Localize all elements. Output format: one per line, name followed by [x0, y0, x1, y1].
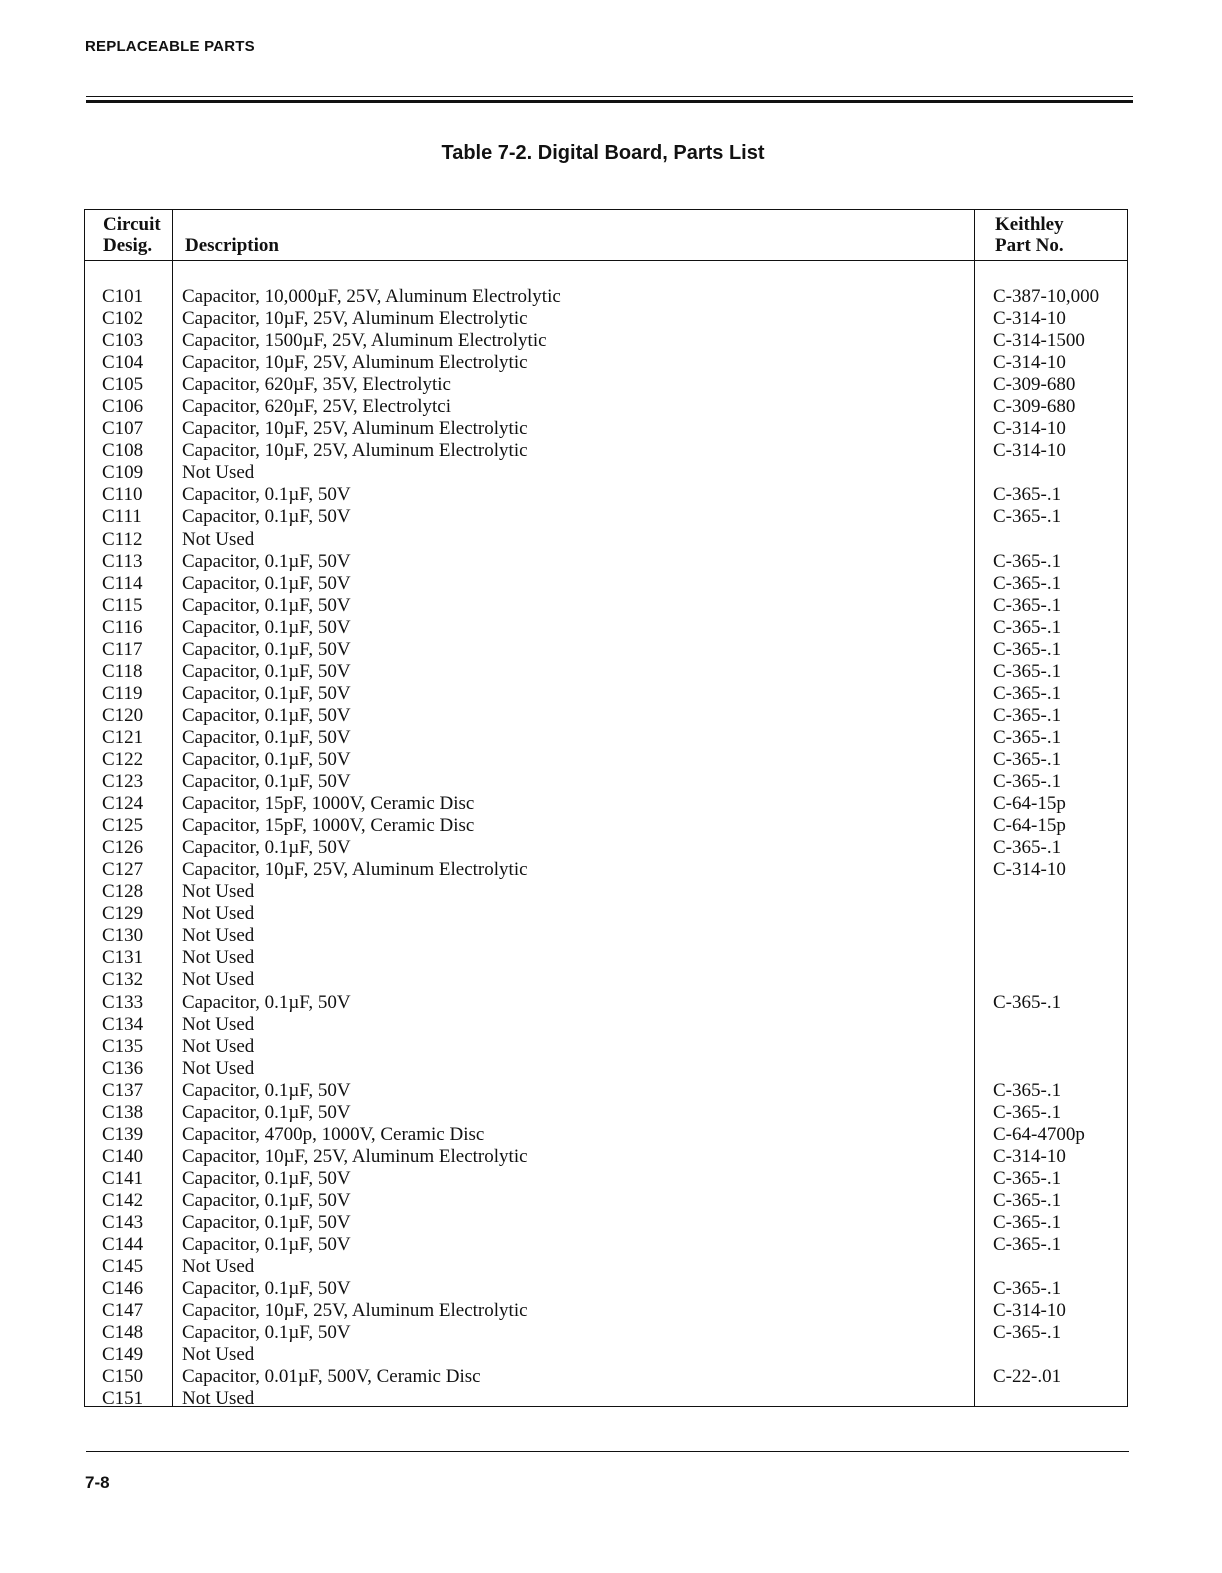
desig-cell: C140 [102, 1145, 144, 1167]
description-cell: Capacitor, 10,000µF, 25V, Aluminum Electrolytic [182, 286, 561, 307]
column-header-desig-line1: Circuit [103, 214, 161, 235]
table-row [85, 881, 1127, 903]
desig-cell: C113 [102, 550, 143, 572]
description-cell: Capacitor, 10µF, 25V, Aluminum Electrolytic [182, 418, 528, 440]
description-cell: Capacitor, 0.1µF, 50V [182, 616, 351, 638]
part-number-cell: C-365-.1 [993, 594, 1062, 616]
desig-cell: C134 [102, 1013, 144, 1035]
table-row [85, 617, 1127, 639]
part-number-cell: C-365-.1 [993, 991, 1062, 1013]
desig-cell: C102 [102, 308, 144, 330]
table-title-text: Table 7-2. Digital Board, Parts List [441, 142, 765, 164]
desig-cell: C145 [102, 1256, 144, 1278]
desig-cell: C149 [102, 1344, 144, 1366]
desig-cell: C132 [102, 969, 144, 991]
table-row [85, 727, 1127, 749]
desig-cell: C111 [102, 506, 142, 528]
desig-cell: C105 [102, 374, 144, 396]
description-cell: Not Used [182, 528, 255, 550]
column-header-desig-line2: Desig. [103, 235, 153, 256]
desig-cell: C127 [102, 859, 144, 881]
column-header-part-line2: Part No. [995, 235, 1064, 256]
description-cell: Capacitor, 0.1µF, 50V [182, 484, 351, 506]
table-row [85, 837, 1127, 859]
desig-cell: C131 [102, 947, 144, 969]
description-cell: Capacitor, 0.1µF, 50V [182, 638, 351, 660]
description-cell: Not Used [182, 1256, 255, 1278]
desig-cell: C115 [102, 594, 143, 616]
description-cell: Capacitor, 620µF, 35V, Electrolytic [182, 374, 451, 396]
parts-table [84, 209, 1128, 1410]
description-cell: Not Used [182, 1388, 255, 1410]
desig-cell: C106 [102, 396, 144, 418]
part-number-cell: C-309-680 [993, 396, 1076, 418]
table-row [85, 1278, 1127, 1300]
desig-cell: C135 [102, 1035, 144, 1057]
desig-cell: C123 [102, 771, 144, 793]
description-cell: Capacitor, 0.1µF, 50V [182, 550, 351, 572]
part-number-cell: C-365-.1 [993, 638, 1062, 660]
table-row [85, 1124, 1127, 1146]
table-row [85, 551, 1127, 573]
desig-cell: C103 [102, 330, 144, 352]
table-row [85, 418, 1127, 440]
page-number: 7-8 [85, 1473, 110, 1492]
description-cell: Capacitor, 10µF, 25V, Aluminum Electrolytic [182, 1145, 528, 1167]
desig-cell: C130 [102, 925, 144, 947]
description-cell: Capacitor, 10µF, 25V, Aluminum Electrolytic [182, 308, 528, 330]
description-cell: Capacitor, 0.1µF, 50V [182, 682, 351, 704]
table-row [85, 683, 1127, 705]
desig-cell: C146 [102, 1278, 144, 1300]
table-row [85, 1058, 1127, 1080]
description-cell: Not Used [182, 1344, 255, 1366]
description-cell: Capacitor, 4700p, 1000V, Ceramic Disc [182, 1123, 485, 1145]
desig-cell: C114 [102, 572, 143, 594]
desig-cell: C129 [102, 903, 144, 925]
description-cell: Capacitor, 0.1µF, 50V [182, 660, 351, 682]
part-number-cell: C-365-.1 [993, 506, 1062, 528]
table-row [85, 947, 1127, 969]
part-number-cell: C-309-680 [993, 374, 1076, 396]
description-cell: Capacitor, 15pF, 1000V, Ceramic Disc [182, 815, 475, 837]
desig-cell: C138 [102, 1101, 144, 1123]
desig-cell: C116 [102, 616, 143, 638]
part-number-cell: C-365-.1 [993, 1234, 1062, 1256]
description-cell: Not Used [182, 1035, 255, 1057]
part-number-cell: C-365-.1 [993, 1278, 1062, 1300]
part-number-cell: C-64-15p [993, 815, 1066, 837]
table-row [85, 484, 1127, 506]
desig-cell: C147 [102, 1300, 144, 1322]
part-number-cell: C-365-.1 [993, 1167, 1062, 1189]
description-cell: Not Used [182, 969, 255, 991]
table-row [85, 1014, 1127, 1036]
description-cell: Not Used [182, 462, 255, 484]
table-row [85, 771, 1127, 793]
description-cell: Not Used [182, 903, 255, 925]
description-cell: Capacitor, 0.1µF, 50V [182, 1189, 351, 1211]
part-number-cell: C-365-.1 [993, 1079, 1062, 1101]
desig-cell: C119 [102, 682, 143, 704]
table-row [85, 1344, 1127, 1366]
description-cell: Capacitor, 0.1µF, 50V [182, 594, 351, 616]
description-cell: Capacitor, 0.1µF, 50V [182, 748, 351, 770]
desig-cell: C136 [102, 1057, 144, 1079]
desig-cell: C139 [102, 1123, 144, 1145]
part-number-cell: C-365-.1 [993, 771, 1062, 793]
description-cell: Capacitor, 0.1µF, 50V [182, 704, 351, 726]
table-row [85, 1388, 1127, 1410]
table-row [85, 661, 1127, 683]
part-number-cell: C-314-10 [993, 308, 1066, 330]
description-cell: Capacitor, 0.1µF, 50V [182, 1167, 351, 1189]
table-row [85, 1366, 1127, 1388]
description-cell: Not Used [182, 1013, 255, 1035]
part-number-cell: C-365-.1 [993, 837, 1062, 859]
header-rule-thick [86, 100, 1133, 103]
part-number-cell: C-365-.1 [993, 748, 1062, 770]
section-header: REPLACEABLE PARTS [85, 38, 255, 55]
part-number-cell: C-365-.1 [993, 616, 1062, 638]
description-cell: Capacitor, 10µF, 25V, Aluminum Electrolytic [182, 440, 528, 462]
description-cell: Capacitor, 620µF, 25V, Electrolytci [182, 396, 451, 418]
desig-cell: C112 [102, 528, 143, 550]
table-row [85, 705, 1127, 727]
part-number-cell: C-365-.1 [993, 484, 1062, 506]
description-cell: Capacitor, 1500µF, 25V, Aluminum Electrolytic [182, 330, 547, 352]
description-cell: Capacitor, 0.1µF, 50V [182, 1322, 351, 1344]
table-row [85, 595, 1127, 617]
table-row [85, 859, 1127, 881]
desig-cell: C124 [102, 793, 144, 815]
table-row [85, 1212, 1127, 1234]
part-number-cell: C-64-15p [993, 793, 1066, 815]
table-row [85, 749, 1127, 771]
part-number-cell: C-314-10 [993, 440, 1066, 462]
description-cell: Capacitor, 0.1µF, 50V [182, 1079, 351, 1101]
description-cell: Capacitor, 0.1µF, 50V [182, 1278, 351, 1300]
header-divider [85, 260, 1127, 261]
desig-cell: C110 [102, 484, 143, 506]
desig-cell: C109 [102, 462, 144, 484]
header-rule-thin [86, 96, 1133, 97]
part-number-cell: C-365-.1 [993, 726, 1062, 748]
footer-rule [86, 1451, 1129, 1452]
description-cell: Capacitor, 0.1µF, 50V [182, 1101, 351, 1123]
desig-cell: C107 [102, 418, 144, 440]
table-row [85, 903, 1127, 925]
description-cell: Capacitor, 0.1µF, 50V [182, 572, 351, 594]
part-number-cell: C-365-.1 [993, 1189, 1062, 1211]
description-cell: Not Used [182, 947, 255, 969]
desig-cell: C148 [102, 1322, 144, 1344]
table-row [85, 506, 1127, 528]
desig-cell: C126 [102, 837, 144, 859]
description-cell: Capacitor, 0.01µF, 500V, Ceramic Disc [182, 1366, 481, 1388]
description-cell: Capacitor, 10µF, 25V, Aluminum Electrolytic [182, 859, 528, 881]
column-header-part-no [995, 214, 1064, 256]
table-title [0, 142, 1222, 165]
table-row [85, 1146, 1127, 1168]
part-number-cell: C-314-1500 [993, 330, 1085, 352]
description-cell: Capacitor, 0.1µF, 50V [182, 1211, 351, 1233]
part-number-cell: C-365-.1 [993, 660, 1062, 682]
table-row [85, 308, 1127, 330]
table-row [85, 1190, 1127, 1212]
part-number-cell: C-365-.1 [993, 550, 1062, 572]
table-row [85, 1300, 1127, 1322]
table-row [85, 529, 1127, 551]
part-number-cell: C-314-10 [993, 1300, 1066, 1322]
table-row [85, 1234, 1127, 1256]
part-number-cell: C-365-.1 [993, 682, 1062, 704]
table-row [85, 793, 1127, 815]
column-header-part-line1: Keithley [995, 214, 1064, 235]
desig-cell: C122 [102, 748, 144, 770]
desig-cell: C104 [102, 352, 144, 374]
part-number-cell: C-365-.1 [993, 704, 1062, 726]
table-row [85, 815, 1127, 837]
part-number-cell: C-64-4700p [993, 1123, 1085, 1145]
description-cell: Not Used [182, 881, 255, 903]
parts-rows [85, 286, 1127, 1410]
table-row [85, 1102, 1127, 1124]
description-cell: Not Used [182, 1057, 255, 1079]
desig-cell: C151 [102, 1388, 144, 1410]
table-row [85, 1080, 1127, 1102]
desig-cell: C137 [102, 1079, 144, 1101]
desig-cell: C141 [102, 1167, 144, 1189]
table-row [85, 1036, 1127, 1058]
part-number-cell: C-365-.1 [993, 1211, 1062, 1233]
table-row [85, 1322, 1127, 1344]
table-row [85, 440, 1127, 462]
table-row [85, 925, 1127, 947]
desig-cell: C150 [102, 1366, 144, 1388]
column-header-circuit-desig [103, 214, 161, 256]
part-number-cell: C-314-10 [993, 859, 1066, 881]
part-number-cell: C-387-10,000 [993, 286, 1100, 307]
table-row [85, 992, 1127, 1014]
description-cell: Capacitor, 10µF, 25V, Aluminum Electrolytic [182, 1300, 528, 1322]
desig-cell: C101 [102, 286, 144, 307]
description-cell: Not Used [182, 925, 255, 947]
description-cell: Capacitor, 0.1µF, 50V [182, 837, 351, 859]
desig-cell: C133 [102, 991, 144, 1013]
table-row [85, 330, 1127, 352]
table-row [85, 969, 1127, 991]
part-number-cell: C-365-.1 [993, 1101, 1062, 1123]
part-number-cell: C-314-10 [993, 1145, 1066, 1167]
column-header-description: Description [185, 235, 279, 256]
table-row [85, 352, 1127, 374]
table-row [85, 286, 1127, 308]
part-number-cell: C-365-.1 [993, 1322, 1062, 1344]
desig-cell: C120 [102, 704, 144, 726]
table-row [85, 639, 1127, 661]
description-cell: Capacitor, 15pF, 1000V, Ceramic Disc [182, 793, 475, 815]
table-row [85, 573, 1127, 595]
table-row [85, 396, 1127, 418]
desig-cell: C118 [102, 660, 143, 682]
part-number-cell: C-22-.01 [993, 1366, 1062, 1388]
table-row [85, 374, 1127, 396]
description-cell: Capacitor, 0.1µF, 50V [182, 991, 351, 1013]
desig-cell: C117 [102, 638, 143, 660]
desig-cell: C142 [102, 1189, 144, 1211]
description-cell: Capacitor, 0.1µF, 50V [182, 726, 351, 748]
part-number-cell: C-314-10 [993, 418, 1066, 440]
description-cell: Capacitor, 0.1µF, 50V [182, 1234, 351, 1256]
description-cell: Capacitor, 0.1µF, 50V [182, 771, 351, 793]
table-row [85, 1168, 1127, 1190]
desig-cell: C144 [102, 1234, 144, 1256]
part-number-cell: C-314-10 [993, 352, 1066, 374]
table-row [85, 1256, 1127, 1278]
description-cell: Capacitor, 10µF, 25V, Aluminum Electrolytic [182, 352, 528, 374]
desig-cell: C125 [102, 815, 144, 837]
part-number-cell: C-365-.1 [993, 572, 1062, 594]
table-row [85, 462, 1127, 484]
desig-cell: C143 [102, 1211, 144, 1233]
desig-cell: C128 [102, 881, 144, 903]
description-cell: Capacitor, 0.1µF, 50V [182, 506, 351, 528]
desig-cell: C108 [102, 440, 144, 462]
desig-cell: C121 [102, 726, 144, 748]
